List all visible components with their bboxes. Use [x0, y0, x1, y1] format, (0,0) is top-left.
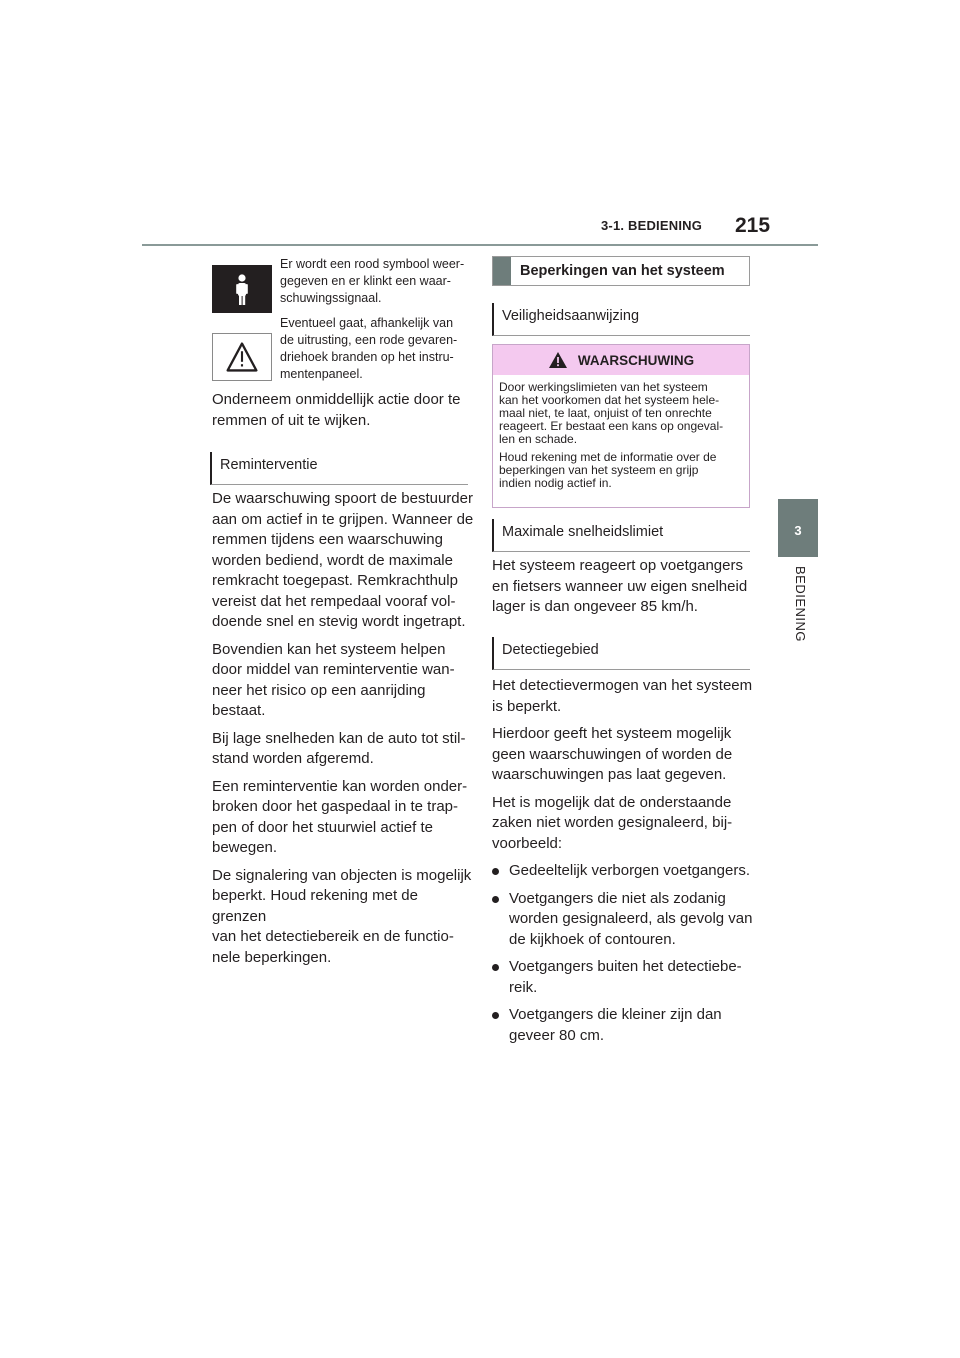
bullet-list [492, 861, 754, 1046]
paragraph: Hierdoor geeft het systeem mogelijk geen waarschuwingen of worden de waarschuwingen pas laat gegeven. [492, 725, 733, 783]
warning-paragraph: Houd rekening met de informatie over de beperkingen van het systeem en grijp indien nodig actief in. [499, 450, 717, 490]
paragraph: Bovendien kan het systeem helpen door middel van reminterventie wan- neer het risico op een aanrijding bestaat. [212, 640, 455, 719]
list-item: Voetgangers die kleiner zijn dan geveer 80 cm. [492, 1005, 754, 1046]
warning-title: WAARSCHUWING [577, 352, 695, 368]
paragraph: Het detectievermogen van het systeem is beperkt. [492, 677, 753, 715]
veiligheid-heading: Veiligheidsaanwijzing [492, 303, 750, 336]
paragraph: Bij lage snelheden kan de auto tot stil- stand worden afgeremd. [212, 729, 466, 767]
list-item: Gedeeltelijk verborgen voetgangers. [492, 861, 754, 882]
icon-row-text-2: Eventueel gaat, afhankelijk van de uitrusting, een rode gevaren- driehoek branden op het instru- mentenpaneel. [280, 316, 458, 381]
list-item: Voetgangers buiten het detectiebe- reik. [492, 957, 754, 998]
header-rule [142, 244, 818, 246]
warning-paragraph: Door werkingslimieten van het systeem kan het voorkomen dat het systeem hele- maal niet, te laat, onjuist of ten onrechte reageert. Er bestaat een kans op ongeval- len en schade. [499, 380, 724, 446]
reminterventie-heading: Reminterventie [210, 452, 468, 485]
detectie-heading: Detectiegebied [492, 637, 750, 670]
intro-text: Onderneem onmiddellijk actie door te remmen of uit te wijken. [212, 391, 461, 429]
chapter-tab-label: BEDIENING [793, 566, 808, 643]
paragraph: Het is mogelijk dat de onderstaande zaken niet worden gesignaleerd, bij- voorbeeld: [492, 793, 733, 852]
left-body-paragraphs [212, 489, 474, 975]
chapter-tab: 3 [778, 499, 818, 557]
section-heading-bar [493, 257, 511, 285]
icon-row-text-1: Er wordt een rood symbool weer- gegeven en er klinkt een waar- schuwingssignaal. [280, 257, 465, 305]
snelheid-heading: Maximale snelheidslimiet [492, 519, 750, 552]
warning-body [493, 375, 749, 490]
detectie-section [492, 676, 754, 1053]
paragraph: Een reminterventie kan worden onder- broken door het gaspedaal in te trap- pen of door het stuurwiel actief te bewegen. [212, 777, 468, 856]
warning-triangle-icon [212, 333, 272, 381]
paragraph: De waarschuwing spoort de bestuurder aan om actief in te grijpen. Wanneer de remmen tijdens een waarschuwing worden bediend, wordt de maximale remkracht toegepast. Remkrachthulp vereist dat het rempedaal vooraf vol- doende snel en stevig wordt ingetrapt. [212, 490, 474, 630]
warning-icon [548, 351, 568, 369]
paragraph: De signalering van objecten is mogelijk beperkt. Houd rekening met de grenzen van het detectiebereik en de functio- nele beperkingen. [212, 866, 472, 966]
page-number: 215 [735, 214, 771, 237]
section-heading-box [492, 256, 750, 286]
warning-header [493, 345, 749, 375]
warning-box [492, 344, 750, 508]
running-header-section: 3-1. BEDIENING [601, 218, 703, 233]
list-item: Voetgangers die niet als zodanig worden gesignaleerd, als gevolg van de kijkhoek of contouren. [492, 889, 754, 951]
snelheid-text: Het systeem reageert op voetgangers en fietsers wanneer uw eigen snelheid lager is dan ongeveer 85 km/h. [492, 557, 748, 615]
section-title: Beperkingen van het systeem [520, 263, 725, 279]
person-icon [212, 265, 272, 313]
